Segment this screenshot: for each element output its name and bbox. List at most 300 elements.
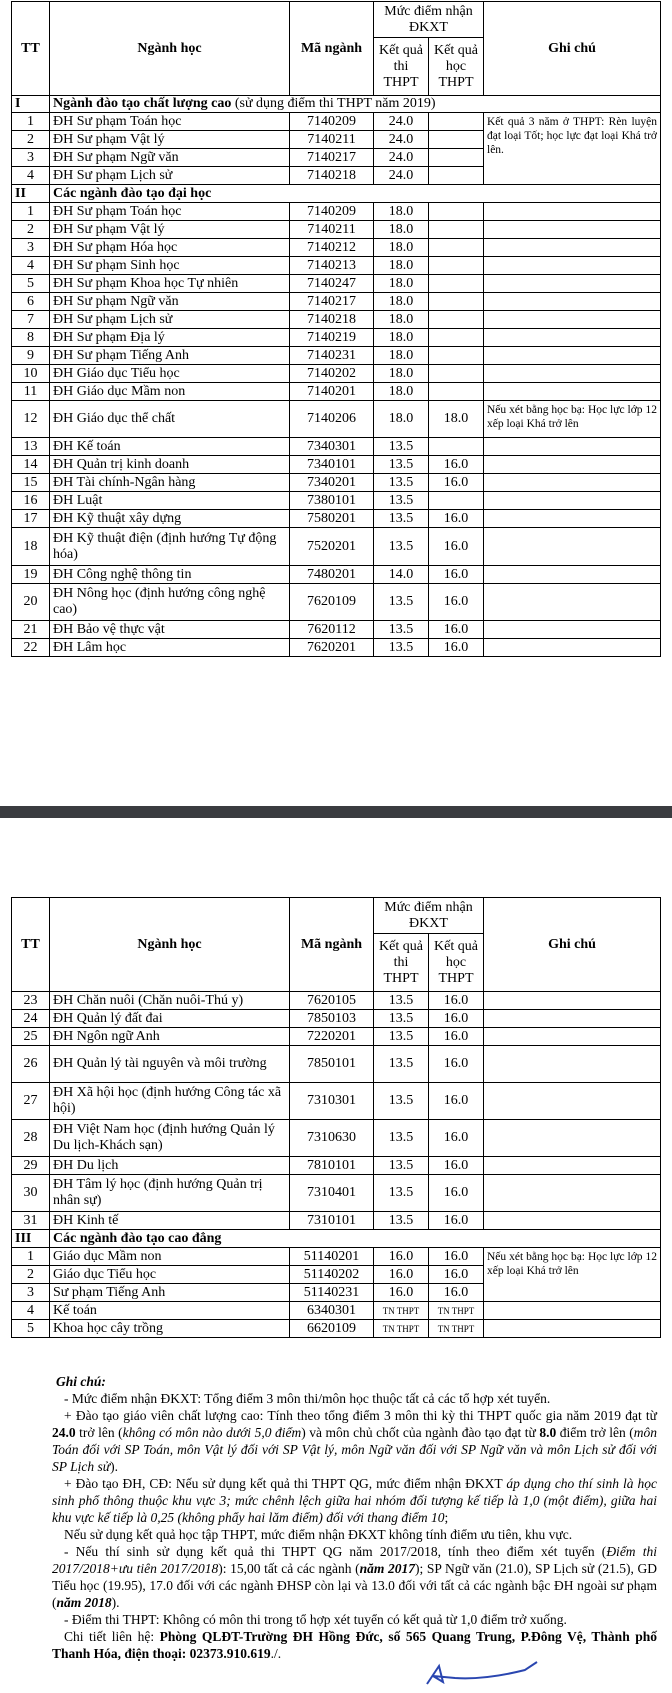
cell-tt: 6 xyxy=(12,293,50,311)
table-row xyxy=(12,438,661,456)
cell-nganh-hoc: ĐH Sư phạm Toán học xyxy=(50,113,290,131)
cell-ma-nganh: 7140209 xyxy=(290,203,374,221)
cell-kq-thi: 18.0 xyxy=(374,329,429,347)
cell-kq-hoc: 16.0 xyxy=(429,584,484,621)
cell-tt: 14 xyxy=(12,456,50,474)
cell-ghi-chu xyxy=(484,474,661,492)
table-row xyxy=(12,1028,661,1046)
cell-tt: 5 xyxy=(12,275,50,293)
cell-tt: 3 xyxy=(12,1284,50,1302)
cell-ma-nganh: 7620105 xyxy=(290,992,374,1010)
section-title xyxy=(50,185,661,203)
cell-kq-hoc xyxy=(429,239,484,257)
cell-kq-thi: 13.5 xyxy=(374,639,429,657)
cell-ghi-chu xyxy=(484,566,661,584)
cell-ghi-chu xyxy=(484,1083,661,1120)
cell-kq-thi: TN THPT xyxy=(374,1302,429,1320)
cell-ma-nganh: 7310301 xyxy=(290,1083,374,1120)
cell-kq-thi: 18.0 xyxy=(374,239,429,257)
table-row xyxy=(12,257,661,275)
header-muc-diem: Mức điểm nhận ĐKXT xyxy=(374,2,484,38)
cell-kq-hoc xyxy=(429,365,484,383)
cell-tt: 16 xyxy=(12,492,50,510)
cell-tt: 4 xyxy=(12,257,50,275)
cell-tt: 17 xyxy=(12,510,50,528)
note-line-4: Nếu sử dụng kết quả học tập THPT, mức điểm nhận ĐKXT không tính điểm ưu tiên, khu vực. xyxy=(64,1527,573,1542)
cell-kq-thi: 13.5 xyxy=(374,1175,429,1212)
header-tt: TT xyxy=(12,2,50,96)
cell-tt: 1 xyxy=(12,203,50,221)
cell-kq-hoc: 16.0 xyxy=(429,992,484,1010)
cell-kq-hoc: 16.0 xyxy=(429,456,484,474)
cell-nganh-hoc: ĐH Giáo dục Tiểu học xyxy=(50,365,290,383)
cell-nganh-hoc: ĐH Giáo dục thể chất xyxy=(50,401,290,438)
cell-tt: 13 xyxy=(12,438,50,456)
cell-tt: 9 xyxy=(12,347,50,365)
cell-tt: 30 xyxy=(12,1175,50,1212)
table-row xyxy=(12,293,661,311)
contact-line: Chi tiết liên hệ: Phòng QLĐT-Trường ĐH Hồng Đức, số 565 Quang Trung, P.Đông Vệ, Thành phố Thanh Hóa, điện thoại: 02373.910.619./. xyxy=(52,1629,657,1661)
note-chat-luong-cao: Kết quả 3 năm ở THPT: Rèn luyện đạt loại Tốt; học lực đạt loại Khá trở lên. xyxy=(484,113,661,185)
table-row xyxy=(12,1320,661,1338)
header-nganh-hoc: Ngành học xyxy=(50,2,290,96)
cell-kq-thi: 13.5 xyxy=(374,621,429,639)
cell-tt: 1 xyxy=(12,113,50,131)
cell-nganh-hoc: ĐH Sư phạm Vật lý xyxy=(50,131,290,149)
cell-ghi-chu xyxy=(484,639,661,657)
cell-ma-nganh: 7520201 xyxy=(290,528,374,566)
cell-ghi-chu xyxy=(484,365,661,383)
cell-nganh-hoc: ĐH Tâm lý học (định hướng Quản trị nhân sự) xyxy=(50,1175,290,1212)
signature-mark xyxy=(425,1660,545,1690)
cell-nganh-hoc: ĐH Sư phạm Sinh học xyxy=(50,257,290,275)
cell-kq-hoc: 16.0 xyxy=(429,566,484,584)
notes-title: Ghi chú: xyxy=(56,1374,106,1389)
section-title-text: Các ngành đào tạo đại học xyxy=(53,185,212,201)
cell-kq-thi: 13.5 xyxy=(374,528,429,566)
table-row xyxy=(12,1302,661,1320)
cell-kq-thi: 18.0 xyxy=(374,365,429,383)
cell-nganh-hoc: ĐH Kế toán xyxy=(50,438,290,456)
cell-nganh-hoc: ĐH Việt Nam học (định hướng Quản lý Du lịch-Khách sạn) xyxy=(50,1120,290,1157)
cell-ma-nganh: 7140218 xyxy=(290,311,374,329)
footer-notes xyxy=(52,1373,657,1662)
cell-kq-thi: 16.0 xyxy=(374,1266,429,1284)
cell-ma-nganh: 7140219 xyxy=(290,329,374,347)
cell-kq-thi: 13.5 xyxy=(374,1120,429,1157)
cell-kq-hoc: 18.0 xyxy=(429,401,484,438)
cell-kq-thi: 13.5 xyxy=(374,1010,429,1028)
cell-nganh-hoc: ĐH Sư phạm Ngữ văn xyxy=(50,149,290,167)
cell-kq-hoc: 16.0 xyxy=(429,1157,484,1175)
table-row xyxy=(12,1212,661,1230)
cell-ghi-chu xyxy=(484,621,661,639)
cell-tt: 3 xyxy=(12,239,50,257)
cell-ma-nganh: 51140231 xyxy=(290,1284,374,1302)
table-row xyxy=(12,639,661,657)
section-title xyxy=(50,1230,661,1248)
cell-kq-hoc: 16.0 xyxy=(429,1266,484,1284)
cell-tt: 15 xyxy=(12,474,50,492)
table-row xyxy=(12,528,661,566)
cell-ghi-chu xyxy=(484,584,661,621)
cell-ma-nganh: 7310630 xyxy=(290,1120,374,1157)
cell-kq-hoc xyxy=(429,257,484,275)
admission-table-part1 xyxy=(11,1,661,657)
cell-kq-thi: 13.5 xyxy=(374,992,429,1010)
header-tt: TT xyxy=(12,898,50,992)
cell-ma-nganh: 7140231 xyxy=(290,347,374,365)
cell-ma-nganh: 7340301 xyxy=(290,438,374,456)
header-kq-thi: Kết quả thi THPT xyxy=(374,38,429,96)
cell-kq-hoc xyxy=(429,131,484,149)
cell-tt: 12 xyxy=(12,401,50,438)
note-line-2: + Đào tạo giáo viên chất lượng cao: Tính theo tổng điểm 3 môn thi kỳ thi THPT quốc gia năm 2019 đạt từ 24.0 trở lên (không có môn nào dưới 5,0 điểm) và môn chủ chốt của ngành đào tạo đạt từ 8.0 điểm trở lên (môn Toán đối với SP Toán, môn Vật lý đối với SP Vật lý, môn Ngữ văn đối với SP Ngữ văn và môn Lịch sử đối với SP Lịch sử). xyxy=(52,1408,658,1474)
note-line-3: + Đào tạo ĐH, CĐ: Nếu sử dụng kết quả thi THPT QG, mức điểm nhận ĐKXT áp dụng cho thí sinh là học sinh phổ thông thuộc khu vực 3; mức chênh lệch giữa hai nhóm đối tượng kế tiếp là 1,0 (một điểm), giữa hai khu vực kế tiếp là 0,25 (không phẩy hai lăm điểm) đối với thang điểm 10; xyxy=(52,1476,657,1525)
cell-ghi-chu xyxy=(484,203,661,221)
cell-ghi-chu xyxy=(484,239,661,257)
header-kq-hoc: Kết quả học THPT xyxy=(429,934,484,992)
section-row xyxy=(12,185,661,203)
cell-tt: 19 xyxy=(12,566,50,584)
cell-nganh-hoc: ĐH Quản lý đất đai xyxy=(50,1010,290,1028)
header-kq-hoc: Kết quả học THPT xyxy=(429,38,484,96)
table-row xyxy=(12,474,661,492)
cell-kq-thi: 13.5 xyxy=(374,1046,429,1083)
cell-kq-thi: 24.0 xyxy=(374,149,429,167)
cell-ghi-chu xyxy=(484,1010,661,1028)
section-title-suffix: (sử dụng điểm thi THPT năm 2019) xyxy=(231,96,436,111)
cell-ghi-chu xyxy=(484,275,661,293)
cell-ma-nganh: 51140202 xyxy=(290,1266,374,1284)
table-row xyxy=(12,383,661,401)
header-ghi-chu: Ghi chú xyxy=(484,2,661,96)
cell-ghi-chu xyxy=(484,492,661,510)
cell-nganh-hoc: ĐH Du lịch xyxy=(50,1157,290,1175)
cell-ma-nganh: 7310101 xyxy=(290,1212,374,1230)
section-number: I xyxy=(12,96,50,113)
table-row xyxy=(12,239,661,257)
note-line-5: - Nếu thí sinh sử dụng kết quả thi THPT QG năm 2017/2018, tính theo điểm xét tuyển (Điểm thi 2017/2018+ưu tiên 2017/2018): 15,00 tất cả các ngành (năm 2017); SP Ngữ văn (21.0), SP Lịch sử (21.5), GD Tiểu học (19.95), 17.0 đối với các ngành ĐHSP còn lại và 13.0 đối với tất cả các ngành bậc ĐH ngoài sư phạm (năm 2018). xyxy=(52,1544,658,1610)
table-row xyxy=(12,347,661,365)
cell-ghi-chu xyxy=(484,438,661,456)
cell-ma-nganh: 7340201 xyxy=(290,474,374,492)
cell-kq-thi: 16.0 xyxy=(374,1284,429,1302)
cell-kq-thi: 13.5 xyxy=(374,492,429,510)
cell-tt: 25 xyxy=(12,1028,50,1046)
section-row xyxy=(12,96,661,113)
cell-nganh-hoc: ĐH Kỹ thuật xây dựng xyxy=(50,510,290,528)
cell-kq-thi: 24.0 xyxy=(374,113,429,131)
cell-tt: 10 xyxy=(12,365,50,383)
section-row xyxy=(12,1230,661,1248)
cell-nganh-hoc: Sư phạm Tiếng Anh xyxy=(50,1284,290,1302)
cell-nganh-hoc: ĐH Sư phạm Hóa học xyxy=(50,239,290,257)
cell-kq-thi: 24.0 xyxy=(374,131,429,149)
cell-ma-nganh: 7140247 xyxy=(290,275,374,293)
table-row xyxy=(12,365,661,383)
cell-tt: 21 xyxy=(12,621,50,639)
cell-tt: 29 xyxy=(12,1157,50,1175)
cell-tt: 7 xyxy=(12,311,50,329)
table-row xyxy=(12,621,661,639)
header-ma-nganh: Mã ngành xyxy=(290,2,374,96)
cell-kq-hoc: 16.0 xyxy=(429,1248,484,1266)
cell-ma-nganh: 7140202 xyxy=(290,365,374,383)
cell-tt: 18 xyxy=(12,528,50,566)
cell-tt: 4 xyxy=(12,1302,50,1320)
cell-kq-hoc xyxy=(429,383,484,401)
cell-kq-hoc xyxy=(429,438,484,456)
cell-nganh-hoc: ĐH Sư phạm Khoa học Tự nhiên xyxy=(50,275,290,293)
header-kq-thi: Kết quả thi THPT xyxy=(374,934,429,992)
cell-ma-nganh: 7620201 xyxy=(290,639,374,657)
cell-kq-hoc: 16.0 xyxy=(429,1046,484,1083)
cell-tt: 24 xyxy=(12,1010,50,1028)
cell-kq-thi: 13.5 xyxy=(374,474,429,492)
table-row xyxy=(12,113,661,131)
cell-kq-hoc: 16.0 xyxy=(429,1212,484,1230)
cell-tt: 2 xyxy=(12,221,50,239)
cell-ma-nganh: 7810101 xyxy=(290,1157,374,1175)
table-row xyxy=(12,492,661,510)
cell-tt: 1 xyxy=(12,1248,50,1266)
cell-nganh-hoc: ĐH Kỹ thuật điện (định hướng Tự động hóa) xyxy=(50,528,290,566)
section-title-text: Ngành đào tạo chất lượng cao xyxy=(53,96,232,111)
cell-nganh-hoc: ĐH Luật xyxy=(50,492,290,510)
table-row xyxy=(12,311,661,329)
table-row xyxy=(12,329,661,347)
cell-ghi-chu xyxy=(484,456,661,474)
cell-ma-nganh: 7140211 xyxy=(290,221,374,239)
cell-kq-thi: 13.5 xyxy=(374,1157,429,1175)
cell-nganh-hoc: ĐH Sư phạm Ngữ văn xyxy=(50,293,290,311)
cell-ma-nganh: 7220201 xyxy=(290,1028,374,1046)
cell-kq-thi: 18.0 xyxy=(374,293,429,311)
cell-ma-nganh: 7580201 xyxy=(290,510,374,528)
cell-ghi-chu xyxy=(484,1320,661,1338)
cell-tt: 5 xyxy=(12,1320,50,1338)
cell-ghi-chu xyxy=(484,992,661,1010)
cell-kq-thi: 18.0 xyxy=(374,347,429,365)
table-row xyxy=(12,1157,661,1175)
cell-kq-hoc xyxy=(429,149,484,167)
cell-ghi-chu xyxy=(484,1212,661,1230)
cell-tt: 20 xyxy=(12,584,50,621)
table-row xyxy=(12,1120,661,1157)
cell-kq-thi: 18.0 xyxy=(374,221,429,239)
note-line-6: - Điểm thi THPT: Không có môn thi trong tổ hợp xét tuyển có kết quả từ 1,0 điểm trở xuống. xyxy=(64,1612,567,1627)
table-row xyxy=(12,221,661,239)
cell-tt: 8 xyxy=(12,329,50,347)
table-row xyxy=(12,566,661,584)
cell-kq-hoc: 16.0 xyxy=(429,1010,484,1028)
cell-kq-hoc xyxy=(429,167,484,185)
cell-kq-thi: 13.5 xyxy=(374,1028,429,1046)
cell-tt: 22 xyxy=(12,639,50,657)
note-cao-dang: Nếu xét bằng học bạ: Học lực lớp 12 xếp loại Khá trở lên xyxy=(484,1248,661,1302)
cell-ghi-chu xyxy=(484,257,661,275)
cell-ma-nganh: 7140218 xyxy=(290,167,374,185)
cell-ma-nganh: 7140213 xyxy=(290,257,374,275)
cell-ma-nganh: 6340301 xyxy=(290,1302,374,1320)
cell-nganh-hoc: ĐH Lâm học xyxy=(50,639,290,657)
table-row xyxy=(12,1010,661,1028)
cell-kq-hoc: 16.0 xyxy=(429,1083,484,1120)
cell-kq-hoc: 16.0 xyxy=(429,510,484,528)
cell-tt: 3 xyxy=(12,149,50,167)
cell-kq-thi: 13.5 xyxy=(374,584,429,621)
cell-kq-hoc xyxy=(429,347,484,365)
cell-ma-nganh: 7140212 xyxy=(290,239,374,257)
cell-ma-nganh: 7480201 xyxy=(290,566,374,584)
cell-kq-thi: 18.0 xyxy=(374,311,429,329)
cell-tt: 4 xyxy=(12,167,50,185)
cell-tt: 31 xyxy=(12,1212,50,1230)
cell-nganh-hoc: ĐH Công nghệ thông tin xyxy=(50,566,290,584)
cell-ma-nganh: 7850101 xyxy=(290,1046,374,1083)
table-row xyxy=(12,992,661,1010)
cell-nganh-hoc: Giáo dục Tiểu học xyxy=(50,1266,290,1284)
section-number: II xyxy=(12,185,50,203)
cell-ma-nganh: 7140217 xyxy=(290,293,374,311)
note-line-1: - Mức điểm nhận ĐKXT: Tổng điểm 3 môn thi/môn học thuộc tất cả các tổ hợp xét tuyển. xyxy=(64,1391,551,1406)
cell-kq-hoc xyxy=(429,311,484,329)
cell-kq-hoc: 16.0 xyxy=(429,1120,484,1157)
table-row xyxy=(12,275,661,293)
cell-nganh-hoc: ĐH Sư phạm Lịch sử xyxy=(50,311,290,329)
cell-kq-thi: 24.0 xyxy=(374,167,429,185)
cell-kq-thi: 13.5 xyxy=(374,510,429,528)
cell-kq-hoc xyxy=(429,293,484,311)
cell-kq-thi: 18.0 xyxy=(374,275,429,293)
cell-ghi-chu xyxy=(484,293,661,311)
table-row xyxy=(12,584,661,621)
table-row xyxy=(12,456,661,474)
section-number: III xyxy=(12,1230,50,1248)
cell-ghi-chu xyxy=(484,383,661,401)
cell-ma-nganh: 7850103 xyxy=(290,1010,374,1028)
cell-ma-nganh: 7140206 xyxy=(290,401,374,438)
cell-nganh-hoc: ĐH Sư phạm Lịch sử xyxy=(50,167,290,185)
cell-nganh-hoc: ĐH Kinh tế xyxy=(50,1212,290,1230)
cell-kq-thi: 18.0 xyxy=(374,257,429,275)
page-separator xyxy=(0,806,672,818)
cell-ghi-chu xyxy=(484,528,661,566)
cell-kq-hoc xyxy=(429,113,484,131)
admission-table-part2 xyxy=(11,897,661,1338)
cell-ma-nganh: 51140201 xyxy=(290,1248,374,1266)
cell-kq-thi: 13.5 xyxy=(374,1212,429,1230)
cell-nganh-hoc: ĐH Sư phạm Toán học xyxy=(50,203,290,221)
cell-tt: 27 xyxy=(12,1083,50,1120)
cell-ghi-chu xyxy=(484,1046,661,1083)
cell-ghi-chu xyxy=(484,347,661,365)
cell-nganh-hoc: ĐH Bảo vệ thực vật xyxy=(50,621,290,639)
cell-kq-thi: 14.0 xyxy=(374,566,429,584)
cell-ma-nganh: 7620109 xyxy=(290,584,374,621)
cell-kq-hoc xyxy=(429,492,484,510)
cell-ghi-chu xyxy=(484,1120,661,1157)
cell-tt: 2 xyxy=(12,131,50,149)
table-row xyxy=(12,401,661,438)
section-title-text: Các ngành đào tạo cao đẳng xyxy=(53,1230,222,1246)
cell-nganh-hoc: ĐH Giáo dục Mầm non xyxy=(50,383,290,401)
cell-ghi-chu xyxy=(484,1175,661,1212)
cell-nganh-hoc: ĐH Quản lý tài nguyên và môi trường xyxy=(50,1046,290,1083)
cell-kq-hoc xyxy=(429,221,484,239)
cell-ma-nganh: 7310401 xyxy=(290,1175,374,1212)
cell-tt: 11 xyxy=(12,383,50,401)
cell-kq-thi: TN THPT xyxy=(374,1320,429,1338)
cell-kq-thi: 13.5 xyxy=(374,1083,429,1120)
cell-ghi-chu xyxy=(484,329,661,347)
cell-nganh-hoc: Khoa học cây trồng xyxy=(50,1320,290,1338)
cell-tt: 26 xyxy=(12,1046,50,1083)
cell-kq-hoc xyxy=(429,203,484,221)
cell-kq-hoc: 16.0 xyxy=(429,1284,484,1302)
table-row xyxy=(12,1046,661,1083)
cell-kq-thi: 13.5 xyxy=(374,438,429,456)
cell-kq-hoc: 16.0 xyxy=(429,1028,484,1046)
cell-tt: 2 xyxy=(12,1266,50,1284)
table-row xyxy=(12,203,661,221)
cell-kq-thi: 18.0 xyxy=(374,203,429,221)
cell-nganh-hoc: ĐH Tài chính-Ngân hàng xyxy=(50,474,290,492)
cell-ghi-chu xyxy=(484,311,661,329)
cell-ma-nganh: 7140211 xyxy=(290,131,374,149)
cell-ghi-chu xyxy=(484,1302,661,1320)
table-row xyxy=(12,510,661,528)
table-row xyxy=(12,1083,661,1120)
cell-kq-hoc: 16.0 xyxy=(429,528,484,566)
cell-ghi-chu xyxy=(484,1157,661,1175)
header-ghi-chu: Ghi chú xyxy=(484,898,661,992)
cell-ma-nganh: 7140217 xyxy=(290,149,374,167)
cell-kq-hoc xyxy=(429,275,484,293)
cell-nganh-hoc: Giáo dục Mầm non xyxy=(50,1248,290,1266)
cell-kq-hoc xyxy=(429,329,484,347)
cell-nganh-hoc: ĐH Sư phạm Vật lý xyxy=(50,221,290,239)
table-row xyxy=(12,1175,661,1212)
cell-nganh-hoc: ĐH Sư phạm Tiếng Anh xyxy=(50,347,290,365)
cell-kq-thi: 13.5 xyxy=(374,456,429,474)
cell-nganh-hoc: ĐH Quản trị kinh doanh xyxy=(50,456,290,474)
cell-nganh-hoc: Kế toán xyxy=(50,1302,290,1320)
cell-tt: 28 xyxy=(12,1120,50,1157)
cell-tt: 23 xyxy=(12,992,50,1010)
cell-ma-nganh: 7380101 xyxy=(290,492,374,510)
cell-ghi-chu: Nếu xét bằng học bạ: Học lực lớp 12 xếp loại Khá trở lên xyxy=(484,401,661,438)
cell-ma-nganh: 7140209 xyxy=(290,113,374,131)
header-ma-nganh: Mã ngành xyxy=(290,898,374,992)
cell-ghi-chu xyxy=(484,1028,661,1046)
table-row xyxy=(12,1248,661,1266)
cell-ma-nganh: 6620109 xyxy=(290,1320,374,1338)
header-nganh-hoc: Ngành học xyxy=(50,898,290,992)
cell-kq-hoc: 16.0 xyxy=(429,639,484,657)
cell-kq-hoc: 16.0 xyxy=(429,1175,484,1212)
cell-kq-thi: 18.0 xyxy=(374,383,429,401)
cell-ma-nganh: 7340101 xyxy=(290,456,374,474)
cell-nganh-hoc: ĐH Chăn nuôi (Chăn nuôi-Thú y) xyxy=(50,992,290,1010)
cell-nganh-hoc: ĐH Sư phạm Địa lý xyxy=(50,329,290,347)
cell-ghi-chu xyxy=(484,221,661,239)
cell-nganh-hoc: ĐH Nông học (định hướng công nghệ cao) xyxy=(50,584,290,621)
cell-kq-thi: 16.0 xyxy=(374,1248,429,1266)
header-muc-diem: Mức điểm nhận ĐKXT xyxy=(374,898,484,934)
cell-kq-hoc: TN THPT xyxy=(429,1302,484,1320)
